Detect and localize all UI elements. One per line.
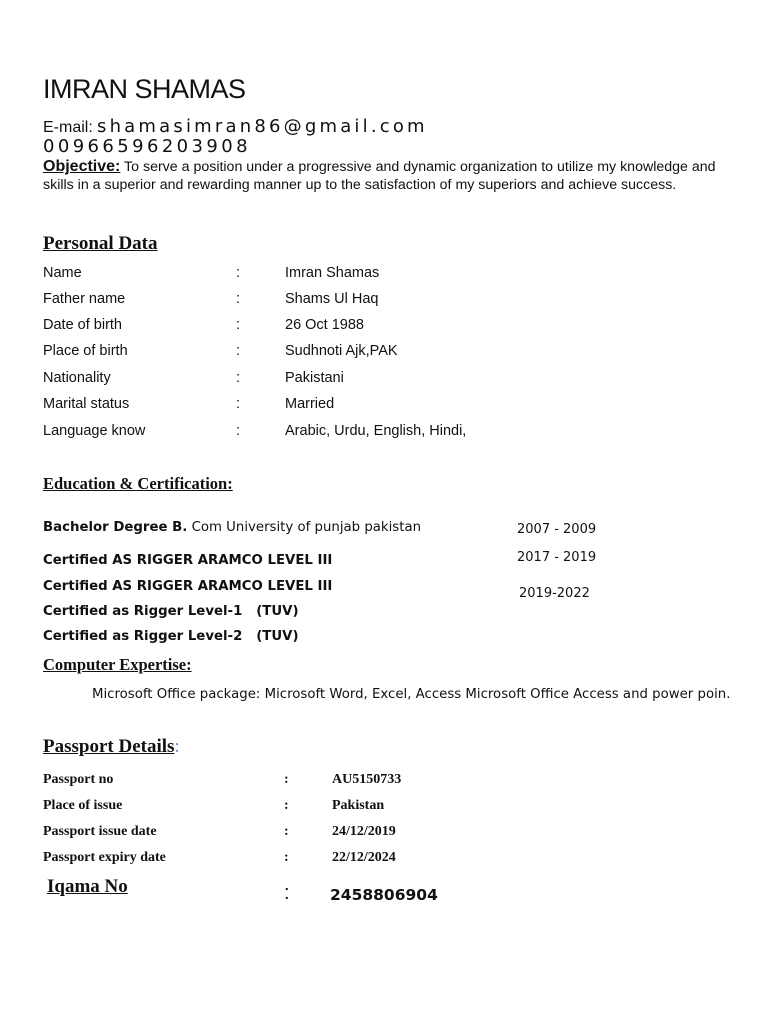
personal-value: Sudhnoti Ajk,PAK (285, 343, 398, 359)
personal-label: Date of birth (43, 317, 122, 333)
bachelor-degree-rest: Com University of punjab pakistan (191, 520, 422, 535)
email-address: shamasimran86@gmail.com (97, 116, 428, 137)
personal-label: Father name (43, 291, 126, 307)
personal-value: Pakistani (285, 370, 344, 386)
bachelor-degree-bold: Bachelor Degree B. (43, 520, 188, 535)
passport-heading-text: Passport Details (43, 736, 175, 757)
email-label: E-mail: (43, 119, 93, 136)
passport-value: Pakistan (332, 798, 385, 813)
objective-label: Objective: (43, 158, 121, 175)
iqama-separator: : (284, 882, 290, 904)
education-year: 2019-2022 (519, 586, 590, 601)
passport-separator: : (284, 824, 289, 839)
computer-text: Microsoft Office package: Microsoft Word, Excel, Access Microsoft Office Access and power poin. (92, 687, 731, 702)
personal-label: Place of birth (43, 343, 128, 359)
passport-heading (43, 736, 180, 758)
passport-label: Passport no (43, 772, 114, 787)
iqama-label: Iqama No (47, 876, 128, 897)
passport-value: 22/12/2024 (332, 850, 396, 865)
education-year: 2007 - 2009 (517, 522, 597, 537)
passport-separator: : (284, 772, 289, 787)
phone-number: 00966596203908 (43, 136, 251, 157)
computer-heading: Computer Expertise: (43, 655, 192, 674)
personal-separator: : (236, 291, 241, 307)
personal-label: Marital status (43, 396, 130, 412)
personal-separator: : (236, 396, 241, 412)
bachelor-degree (43, 520, 421, 535)
personal-data-heading: Personal Data (43, 233, 158, 254)
objective-block (43, 158, 733, 194)
certification-item: Certified as Rigger Level-1 (TUV) (43, 604, 299, 619)
certification-item: Certified AS RIGGER ARAMCO LEVEL III (43, 553, 333, 568)
iqama-number: 2458806904 (330, 886, 438, 904)
personal-separator: : (236, 370, 241, 386)
personal-label: Nationality (43, 370, 111, 386)
personal-value: Shams Ul Haq (285, 291, 379, 307)
personal-label: Name (43, 265, 82, 281)
education-year: 2017 - 2019 (517, 550, 597, 565)
personal-value: Imran Shamas (285, 265, 380, 281)
passport-value: 24/12/2019 (332, 824, 396, 839)
certification-item: Certified AS RIGGER ARAMCO LEVEL III (43, 579, 333, 594)
passport-heading-colon: : (174, 736, 180, 757)
passport-label: Passport expiry date (43, 850, 166, 865)
passport-value: AU5150733 (332, 772, 402, 787)
personal-separator: : (236, 423, 241, 439)
education-heading: Education & Certification: (43, 474, 233, 493)
passport-label: Passport issue date (43, 824, 157, 839)
personal-value: 26 Oct 1988 (285, 317, 364, 333)
personal-separator: : (236, 317, 241, 333)
personal-value: Arabic, Urdu, English, Hindi, (285, 423, 467, 439)
candidate-name: IMRAN SHAMAS (43, 74, 246, 104)
personal-separator: : (236, 343, 241, 359)
passport-separator: : (284, 798, 289, 813)
personal-label: Language know (43, 423, 146, 439)
personal-value: Married (285, 396, 335, 412)
passport-label: Place of issue (43, 798, 123, 813)
certification-item: Certified as Rigger Level-2 (TUV) (43, 629, 299, 644)
personal-separator: : (236, 265, 241, 281)
passport-separator: : (284, 850, 289, 865)
objective-text: To serve a position under a progressive and dynamic organization to utilize my knowledge and skills in a superior and rewarding manner up to the satisfaction of my superiors and achieve success. (43, 159, 716, 193)
